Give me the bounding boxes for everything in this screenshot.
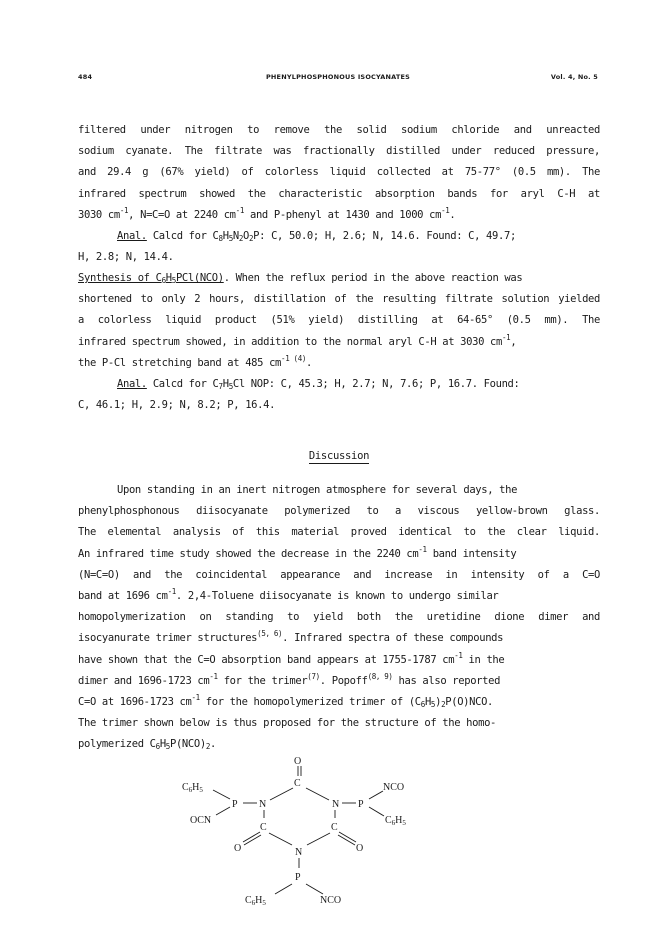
- atom-o-left: O: [234, 843, 242, 854]
- synthesis-heading: Synthesis of $C_6H_5PCl(NCO)$: [78, 272, 224, 285]
- text-line: and 29.4 g (67% yield) of colorless liquid collected at 75-77° (0.5 mm). The: [78, 166, 600, 179]
- text-line: 3030 $cm^{-1}$, N=C=O at 2240 $cm^{-1}$ and P-phenyl at 1430 and 1000 $cm^{-1}$.: [78, 205, 456, 221]
- trimer-structure: [180, 755, 420, 915]
- text-line: shortened to only 2 hours, distillation of the resulting filtrate solution yielded: [78, 293, 600, 306]
- text-line: the P-Cl stretching band at 485 $cm^{-1 (4)}$.: [78, 353, 313, 369]
- text-line: filtered under nitrogen to remove the solid sodium chloride and unreacted: [78, 124, 600, 136]
- atom-p-left: P: [232, 799, 238, 810]
- synthesis-paragraph: [78, 268, 600, 416]
- phenyl-group-top-left: $C_6H_5$: [182, 782, 203, 794]
- experimental-paragraph: [78, 120, 600, 268]
- text-line: The elemental analysis of this material proved identical to the clear liquid.: [78, 526, 600, 539]
- isocyanate-group-top-right: NCO: [383, 782, 405, 793]
- text-line: isocyanurate trimer structures$^{(5, 6)}$. Infrared spectra of these compounds: [78, 629, 504, 645]
- page-number: 484: [78, 73, 93, 81]
- atom-p-bottom: P: [295, 872, 301, 883]
- running-title: PHENYLPHOSPHONOUS ISOCYANATES: [265, 73, 411, 81]
- text-line: a colorless liquid product (51% yield) distilling at 64-65° (0.5 mm). The: [78, 314, 600, 327]
- analysis-line: Anal. Calcd for $C_7H_5Cl$ NOP: C, 45.3; H, 2.7; N, 7.6; P, 16.7. Found:: [117, 377, 520, 391]
- text-line: The trimer shown below is thus proposed for the structure of the homo-: [78, 717, 497, 730]
- text-line: infrared spectrum showed, in addition to the normal aryl C-H at 3030 $cm^{-1}$,: [78, 332, 517, 348]
- atom-n-right: N: [332, 799, 340, 810]
- text-line: (N=C=O) and the coincidental appearance and increase in intensity of a C=O: [78, 568, 600, 581]
- text-line: band at 1696 $cm^{-1}$. 2,4-Toluene diisocyanate is known to undergo similar: [78, 586, 499, 602]
- phenyl-group-right: $C_6H_5$: [385, 815, 406, 827]
- trimer-structure-drawing: [180, 755, 420, 915]
- running-header: [78, 73, 598, 85]
- discussion-heading: Discussion: [308, 450, 370, 462]
- atom-o-top: O: [294, 756, 302, 767]
- isocyanate-group-left: OCN: [190, 815, 212, 826]
- analysis-line: Anal. Calcd for $C_8H_5N_2O_2P$: C, 50.0; H, 2.6; N, 14.6. Found: C, 49.7;: [117, 229, 516, 243]
- atom-c-right: C: [331, 822, 338, 833]
- text-line: Upon standing in an inert nitrogen atmosphere for several days, the: [117, 484, 518, 496]
- atom-o-right: O: [356, 843, 364, 854]
- text-line: have shown that the C=O absorption band appears at 1755-1787 $cm^{-1}$ in the: [78, 650, 505, 666]
- atom-n-left: N: [259, 799, 267, 810]
- text-line: homopolymerization on standing to yield both the uretidine dione dimer and: [78, 611, 600, 624]
- text-line: H, 2.8; N, 14.4.: [78, 251, 174, 264]
- discussion-paragraph: [78, 480, 600, 755]
- text-line: phenylphosphonous diisocyanate polymerized to a viscous yellow-brown glass.: [78, 505, 600, 518]
- text-line: An infrared time study showed the decrease in the 2240 $cm^{-1}$ band intensity: [78, 544, 517, 560]
- phenyl-group-bottom: $C_6H_5$: [245, 895, 266, 907]
- text-line: infrared spectrum showed the characteristic absorption bands for aryl C-H at: [78, 187, 600, 200]
- text-line: C=O at 1696-1723 $cm^{-1}$ for the homopolymerized trimer of $(C_6H_5)_2P(O)NCO$.: [78, 692, 494, 709]
- atom-n-bottom: N: [295, 847, 303, 858]
- synthesis-heading-line: Synthesis of $C_6H_5PCl(NCO)$. When the reflux period in the above reaction was: [78, 272, 523, 285]
- text-line: polymerized $C_6H_5P(NCO)_2$.: [78, 738, 216, 752]
- volume-issue: Vol. 4, No. 5: [550, 73, 598, 81]
- atom-c-left: C: [260, 822, 267, 833]
- atom-c-top: C: [294, 778, 301, 789]
- isocyanate-group-bottom: NCO: [320, 895, 342, 906]
- atom-p-right: P: [358, 799, 364, 810]
- text-line: sodium cyanate. The filtrate was fractionally distilled under reduced pressure,: [78, 145, 600, 158]
- text-line: dimer and 1696-1723 $cm^{-1}$ for the trimer$^{(7)}$. Popoff$^{(8, 9)}$ has also reported: [78, 671, 501, 687]
- text-line: C, 46.1; H, 2.9; N, 8.2; P, 16.4.: [78, 399, 276, 412]
